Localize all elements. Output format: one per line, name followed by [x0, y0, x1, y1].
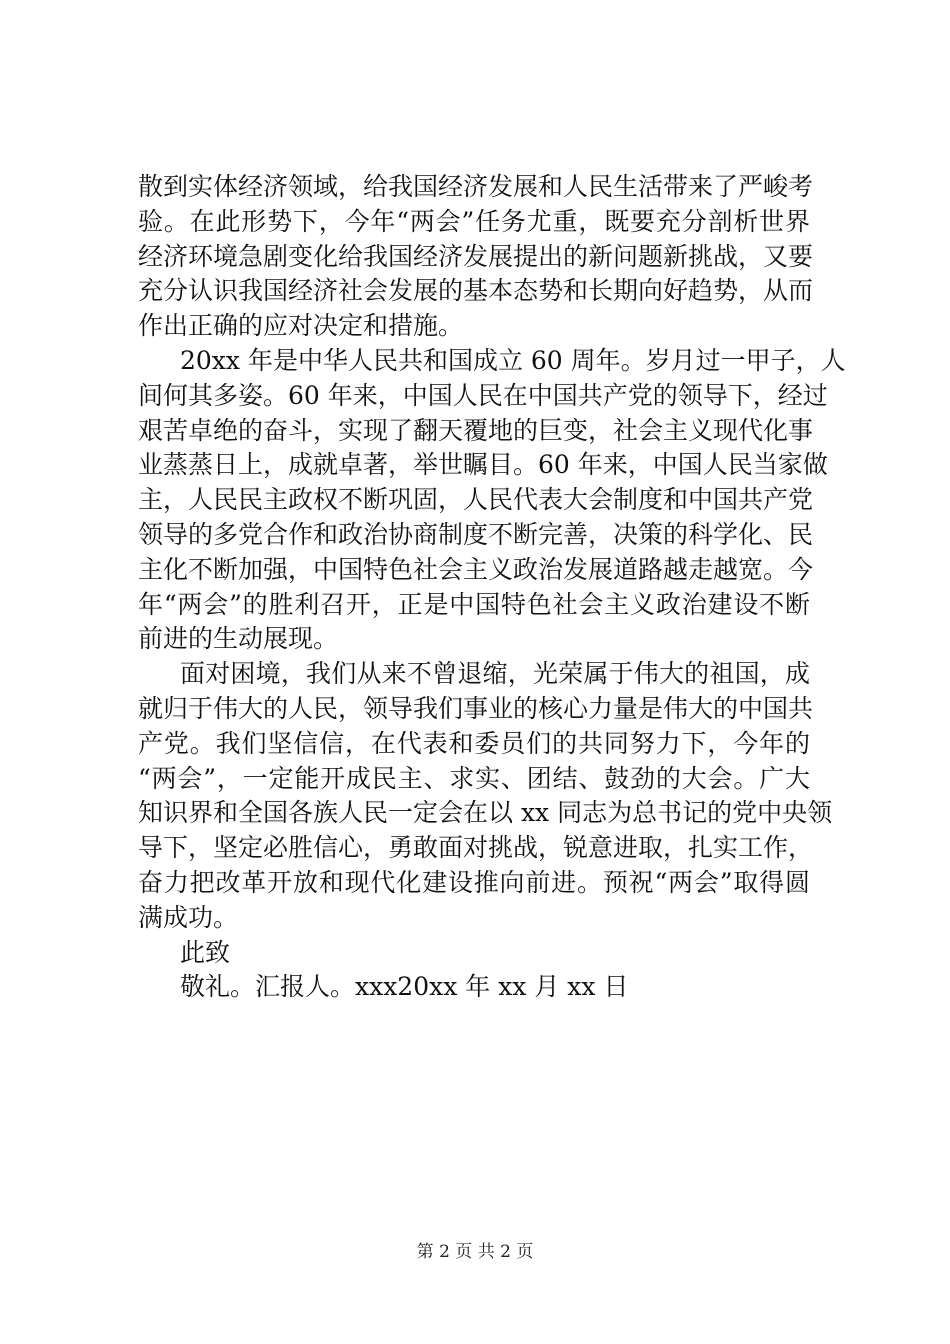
text-line: 充分认识我国经济社会发展的基本态势和长期向好趋势，从而: [138, 276, 814, 306]
salutation-line: 此致: [180, 937, 231, 967]
text-line: 散到实体经济领域，给我国经济发展和人民生活带来了严峻考: [138, 172, 814, 201]
document-body: [138, 170, 846, 1005]
text-line: 奋力把改革开放和现代化建设推向前进。预祝“两会”取得圆: [138, 867, 810, 897]
text-line: 主，人民民主政权不断巩固，人民代表大会制度和中国共产党: [138, 485, 814, 515]
text-line: 艰苦卓绝的奋斗，实现了翻天覆地的巨变，社会主义现代化事: [138, 415, 814, 445]
text-line: “两会”，一定能开成民主、求实、团结、鼓劲的大会。广大: [138, 763, 810, 793]
text-line: 满成功。: [138, 902, 239, 932]
text-line: 就归于伟大的人民，领导我们事业的核心力量是伟大的中国共: [138, 693, 814, 723]
text-line: 年“两会”的胜利召开，正是中国特色社会主义政治建设不断: [138, 589, 810, 619]
text-line: 前进的生动展现。: [138, 624, 339, 654]
text-line: 产党。我们坚信信，在代表和委员们的共同努力下，今年的: [138, 728, 810, 758]
text-line: 经济环境急剧变化给我国经济发展提出的新问题新挑战，又要: [138, 241, 814, 271]
text-line: 20xx 年是中华人民共和国成立 60 周年。岁月过一甲子，人: [180, 345, 846, 375]
text-line: 间何其多姿。60 年来，中国人民在中国共产党的领导下，经过: [138, 380, 828, 410]
signature-line: 敬礼。汇报人。xxx20xx 年 xx 月 xx 日: [180, 972, 629, 1002]
text-line: 面对困境，我们从来不曾退缩，光荣属于伟大的祖国，成: [180, 659, 810, 689]
page-number-footer: 第 2 页 共 2 页: [416, 1242, 534, 1262]
text-line: 知识界和全国各族人民一定会在以 xx 同志为总书记的党中央领: [138, 798, 833, 828]
text-line: 主化不断加强，中国特色社会主义政治发展道路越走越宽。今: [138, 554, 814, 584]
text-line: 业蒸蒸日上，成就卓著，举世瞩目。60 年来，中国人民当家做: [138, 450, 828, 480]
text-line: 验。在此形势下，今年“两会”任务尤重，既要充分剖析世界: [138, 206, 810, 236]
text-line: 领导的多党合作和政治协商制度不断完善，决策的科学化、民: [138, 519, 814, 549]
text-line: 导下，坚定必胜信心，勇敢面对挑战，锐意进取，扎实工作，: [138, 833, 814, 863]
text-line: 作出正确的应对决定和措施。: [138, 311, 464, 341]
